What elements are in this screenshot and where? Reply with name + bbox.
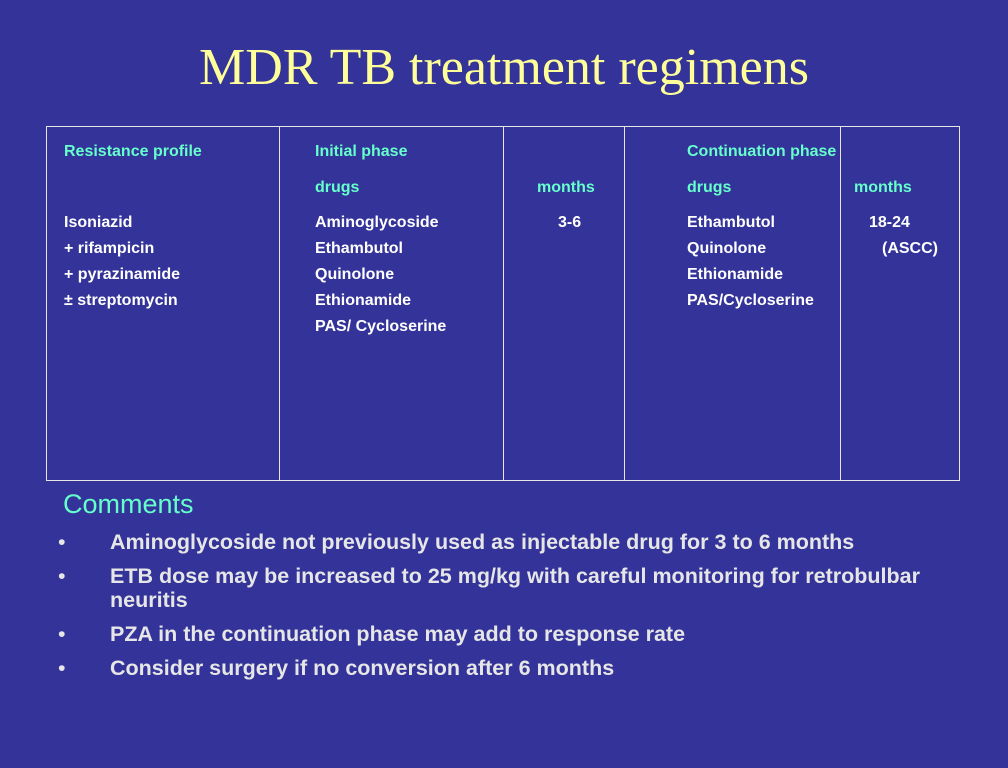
comment-text: PZA in the continuation phase may add to response rate <box>110 622 686 646</box>
header-initial-months: months <box>537 179 595 196</box>
bullet-icon: • <box>58 622 66 646</box>
continuation-months-cell <box>869 210 938 262</box>
list-item: Aminoglycoside <box>315 214 439 231</box>
column-divider <box>840 127 841 480</box>
header-continuation-drugs: drugs <box>687 179 732 196</box>
initial-months-cell: 3-6 <box>558 214 582 231</box>
list-item: ± streptomycin <box>64 292 178 309</box>
list-item <box>58 564 958 612</box>
list-item: + pyrazinamide <box>64 266 181 283</box>
list-item: Ethionamide <box>315 292 412 309</box>
list-item: + rifampicin <box>64 240 155 257</box>
comments-heading: Comments <box>63 489 194 519</box>
list-item: PAS/Cycloserine <box>687 292 814 309</box>
column-divider <box>279 127 280 480</box>
list-item: Quinolone <box>687 240 767 257</box>
slide-title: MDR TB treatment regimens <box>199 39 809 96</box>
regimen-table <box>46 126 960 481</box>
list-item <box>58 656 958 680</box>
header-continuation-phase: Continuation phase <box>687 143 837 160</box>
list-item: Isoniazid <box>64 214 133 231</box>
header-resistance-profile: Resistance profile <box>64 143 202 160</box>
resistance-profile-cell <box>64 210 180 314</box>
header-initial-drugs: drugs <box>315 179 360 196</box>
comment-text: Consider surgery if no conversion after 6 months <box>110 656 615 680</box>
list-item: Ethambutol <box>687 214 775 231</box>
column-divider <box>624 127 625 480</box>
list-item <box>58 622 958 646</box>
bullet-icon: • <box>58 530 66 554</box>
bullet-icon: • <box>58 564 66 588</box>
list-item: (ASCC) <box>882 240 938 257</box>
initial-drugs-cell <box>315 210 446 340</box>
bullet-icon: • <box>58 656 66 680</box>
column-divider <box>503 127 504 480</box>
comment-text: Aminoglycoside not previously used as injectable drug for 3 to 6 months <box>110 530 855 554</box>
list-item: Ethionamide <box>687 266 784 283</box>
comment-text: ETB dose may be increased to 25 mg/kg with careful monitoring for retrobulbar neuritis <box>110 564 920 612</box>
list-item: 18-24 <box>869 214 910 231</box>
list-item: Ethambutol <box>315 240 403 257</box>
header-continuation-months: months <box>854 179 912 196</box>
list-item: Quinolone <box>315 266 395 283</box>
list-item: PAS/ Cycloserine <box>315 318 447 335</box>
comments-list <box>58 530 958 690</box>
continuation-drugs-cell <box>687 210 814 314</box>
list-item <box>58 530 958 554</box>
header-initial-phase: Initial phase <box>315 143 408 160</box>
